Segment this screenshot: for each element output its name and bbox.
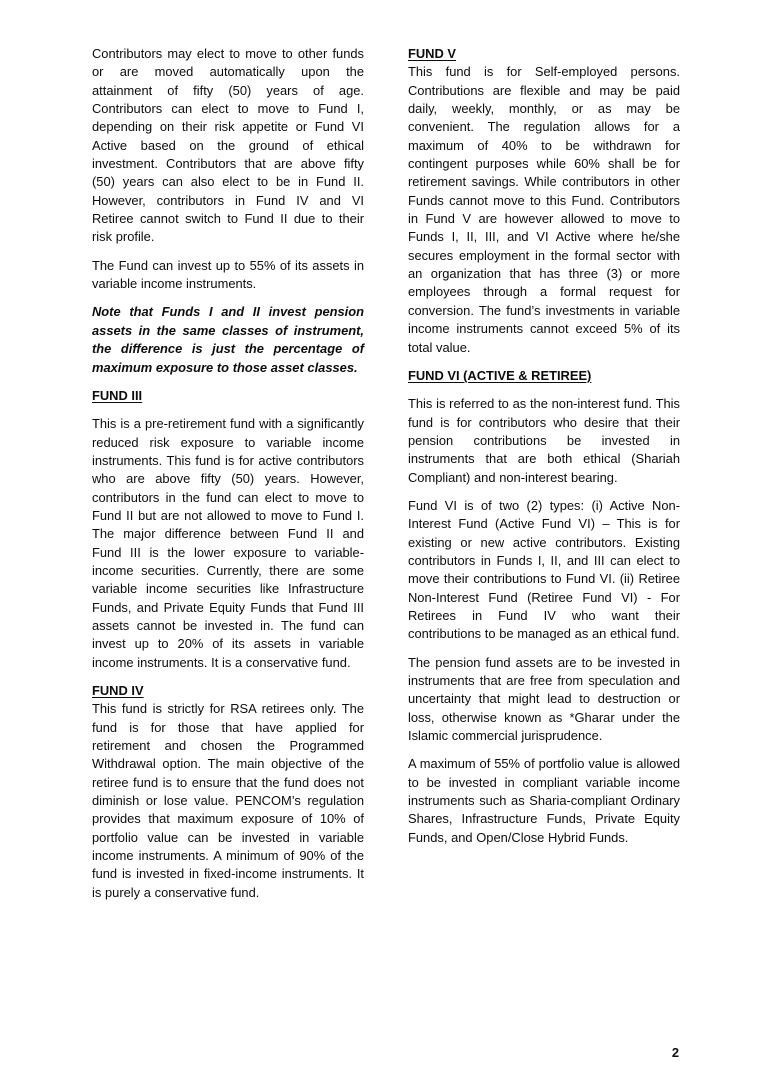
paragraph-fund-vi-two-types: Fund VI is of two (2) types: (i) Active Non-Interest Fund (Active Fund VI) – This is for existing or new active contributors. Existing contributors in Funds I, II, and III can elect to move their contributions to Fund VI. (ii) Retiree Non-Interest Fund (Retiree Fund VI) - For Retirees in Fund IV who want their contributions to be managed as an ethical fund.	[408, 497, 680, 642]
paragraph-fund-iii-description: This is a pre-retirement fund with a significantly reduced risk exposure to variable income instruments. This fund is for active contributors who are above fifty (50) years. However, contributors in the fund can elect to move to Fund II but are not allowed to move to Fund I. The major difference between Fund II and Fund III is the lower exposure to variable-income securities. Currently, there are some variable income securities like Infrastructure Funds, and Private Equity Funds that Fund III assets cannot be invested in. The fund can invest up to 20% of its assets in variable income instruments. It is a conservative fund.	[92, 416, 364, 670]
page-number: 2	[671, 1045, 679, 1060]
right-column	[408, 45, 680, 902]
paragraph-compliant-variable-income: A maximum of 55% of portfolio value is allowed to be invested in compliant variable income instruments such as Sharia-compliant Ordinary Shares, Infrastructure Funds, Private Equity Funds, and Open/Close Hybrid Funds.	[408, 756, 680, 845]
heading-fund-v: FUND V	[408, 46, 456, 61]
paragraph-gharar-speculation: The pension fund assets are to be invested in instruments that are free from speculation and uncertainty that might lead to destruction or loss, otherwise known as *Gharar under the Islamic commercial jurisprudence.	[408, 654, 680, 744]
paragraph-fund-v-description: This fund is for Self-employed persons. Contributions are flexible and may be paid daily, weekly, monthly, or as may be convenient. The regulation allows for a maximum of 40% to be withdrawn for contingent purposes while 60% shall be for retirement savings. While contributors in other Funds cannot move to this Fund. Contributors in Fund V are however allowed to move to Funds I, II, III, and VI Active where he/she secures employment in the formal sector with an organization that has three (3) or more employees through a formal request for conversion. The fund’s investments in variable income instruments cannot exceed 5% of its total value.	[408, 64, 680, 355]
note-funds-i-and-ii: Note that Funds I and II invest pension assets in the same classes of instrument, the difference is just the percentage of maximum exposure to those asset classes.	[92, 304, 364, 375]
heading-fund-iv: FUND IV	[92, 683, 144, 698]
heading-fund-iii: FUND III	[92, 387, 143, 403]
left-column	[92, 45, 364, 902]
paragraph-fund-iv-description: This fund is strictly for RSA retirees only. The fund is for those that have applied for retirement and chosen the Programmed Withdrawal option. The main objective of the retiree fund is to ensure that the fund does not diminish or lose value. PENCOM’s regulation provides that maximum exposure of 10% of portfolio value can be invested in variable income instruments. A minimum of 90% of the fund is invested in fixed-income instruments. It is purely a conservative fund.	[92, 701, 364, 900]
two-column-body	[92, 45, 680, 902]
paragraph-fund-variable-income-limit: The Fund can invest up to 55% of its assets in variable income instruments.	[92, 257, 364, 292]
paragraph-contributors-movement: Contributors may elect to move to other funds or are moved automatically upon the attainment of fifty (50) years of age. Contributors can elect to move to Fund I, depending on their risk appetite or Fund VI Active based on the ground of ethical investment. Contributors that are above fifty (50) years can also elect to be in Fund II. However, contributors in Fund IV and VI Retiree cannot switch to Fund II due to their risk profile.	[92, 46, 364, 245]
heading-fund-vi-active-retiree: FUND VI (ACTIVE & RETIREE)	[408, 367, 592, 383]
paragraph-fund-vi-non-interest: This is referred to as the non-interest fund. This fund is for contributors who desire that their pension contributions be invested in instruments that are both ethical (Shariah Compliant) and non-interest bearing.	[408, 396, 680, 485]
